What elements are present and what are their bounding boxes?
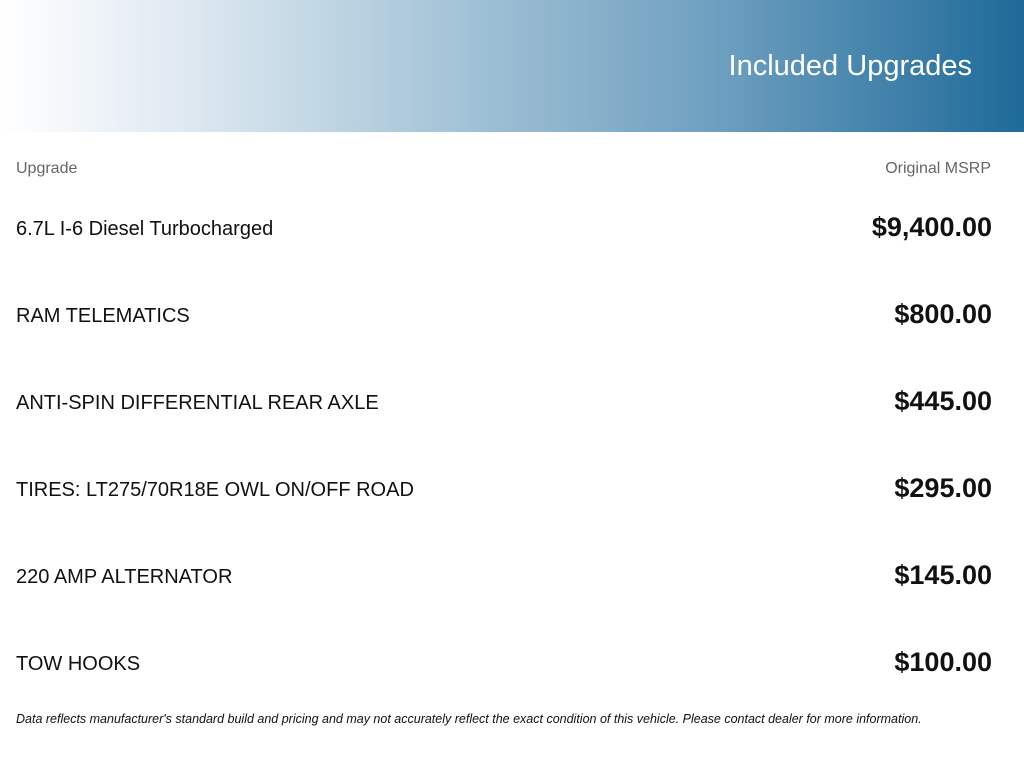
column-header-msrp: Original MSRP [885, 160, 991, 177]
upgrade-name: TIRES: LT275/70R18E OWL ON/OFF ROAD [16, 479, 414, 501]
upgrade-price: $445.00 [894, 386, 992, 416]
upgrade-name: 6.7L I-6 Diesel Turbocharged [16, 218, 274, 240]
column-header-upgrade: Upgrade [16, 160, 78, 177]
disclaimer-text: Data reflects manufacturer's standard build and pricing and may not accurately reflect the exact condition of this vehicle. Please contact dealer for more information. [16, 712, 922, 726]
upgrade-row [16, 293, 992, 380]
upgrade-price: $145.00 [894, 560, 992, 590]
upgrade-price: $100.00 [894, 647, 992, 677]
upgrade-row [16, 380, 992, 467]
upgrade-name: TOW HOOKS [16, 653, 141, 675]
column-headers [16, 160, 991, 180]
page-title: Included Upgrades [728, 50, 972, 82]
upgrade-name: 220 AMP ALTERNATOR [16, 566, 233, 588]
upgrade-name: RAM TELEMATICS [16, 305, 190, 327]
upgrade-name: ANTI-SPIN DIFFERENTIAL REAR AXLE [16, 392, 379, 414]
upgrade-price: $295.00 [894, 473, 992, 503]
upgrade-price: $9,400.00 [871, 212, 992, 242]
header-banner [0, 0, 1024, 132]
upgrade-list [16, 206, 992, 728]
upgrade-price: $800.00 [894, 299, 992, 329]
upgrade-row [16, 554, 992, 641]
upgrade-row [16, 467, 992, 554]
upgrade-row [16, 206, 992, 293]
